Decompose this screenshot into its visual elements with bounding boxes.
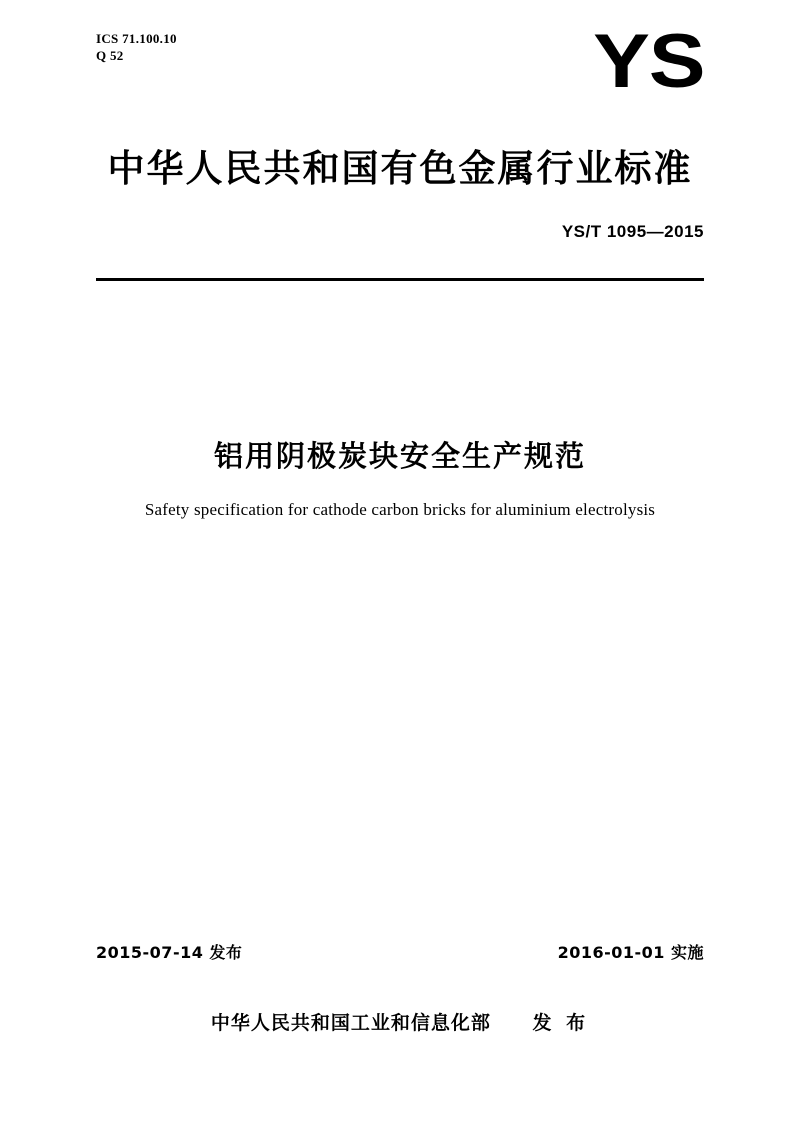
ics-code-block [96,30,177,64]
document-title-english: Safety specification for cathode carbon bricks for aluminium electrolysis [144,500,656,519]
ics-code: ICS 71.100.10 [96,31,177,46]
effective-date: 2016-01-01 实施 [557,943,704,962]
classification-code: Q 52 [96,48,124,63]
issue-date: 2015-07-14 发布 [96,943,243,962]
document-title-chinese: 铝用阴极炭块安全生产规范 [213,439,586,473]
standard-number: YS/T 1095—2015 [561,222,704,241]
national-standard-title: 中华人民共和国有色金属行业标准 [107,147,693,190]
publisher-name: 中华人民共和国工业和信息化部 [210,1012,491,1034]
ys-logo: YS [592,19,704,104]
publisher-line [0,1008,800,1035]
publish-word: 发 布 [532,1012,590,1034]
header-divider [96,278,704,281]
